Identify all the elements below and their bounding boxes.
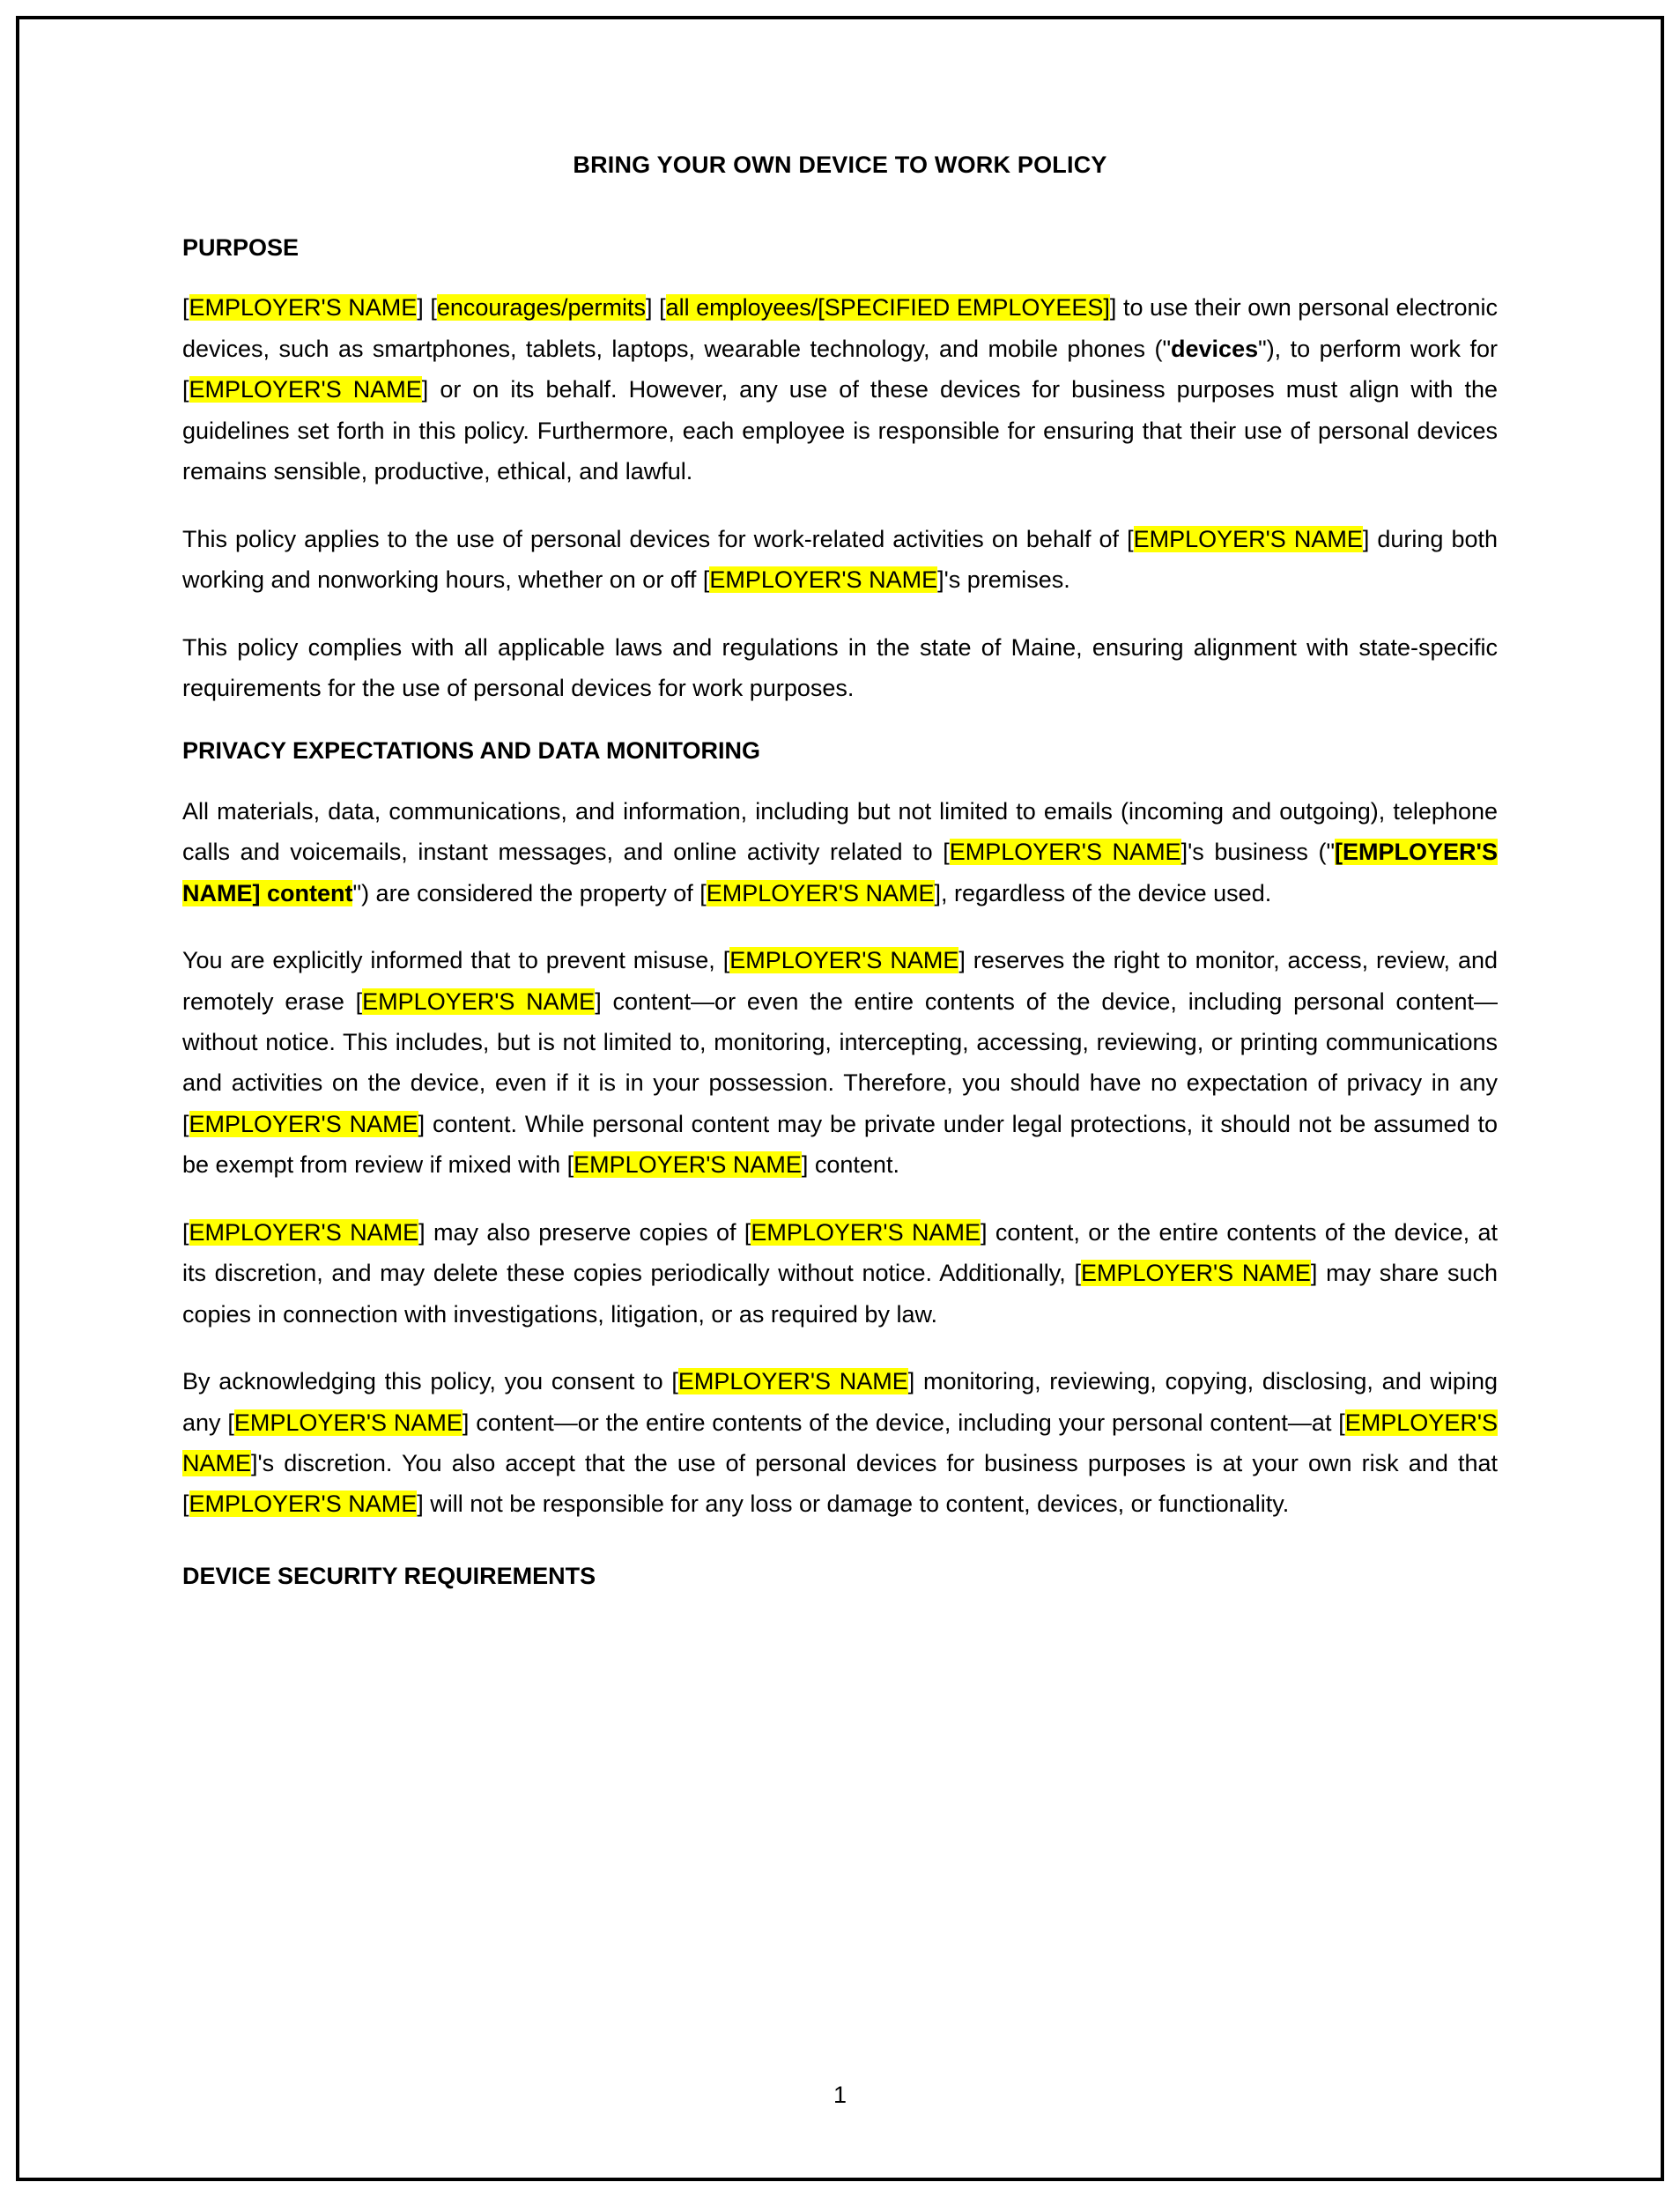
section-heading-purpose: PURPOSE <box>182 234 300 261</box>
paragraph-privacy-3: [EMPLOYER'S NAME] may also preserve copies of [EMPLOYER'S NAME] content, or the entire contents of the device, at its discretion, and may delete these copies periodically without notice. Additionally, [EMPLOYER'S NAME] may share such copies in connection with investigations, litigation, or as required by law. <box>182 1218 1499 1328</box>
paragraph-purpose-3: This policy complies with all applicable laws and regulations in the state of Maine, ensuring alignment with state-specific requirements for the use of personal devices for work purposes. <box>182 633 1498 701</box>
paragraph-privacy-2: You are explicitly informed that to prevent misuse, [EMPLOYER'S NAME] reserves the right to monitor, access, review, and remotely erase [EMPLOYER'S NAME] content—or even the entire contents of the device, including personal content—without notice. This includes, but is not limited to, monitoring, intercepting, accessing, reviewing, or printing communications and activities on the device, even if it is in your possession. Therefore, you should have no expectation of privacy in any [EMPLOYER'S NAME] content. While personal content may be private under legal protections, it should not be assumed to be exempt from review if mixed with [EMPLOYER'S NAME] content. <box>182 947 1499 1179</box>
paragraph-purpose-1: [EMPLOYER'S NAME] [encourages/permits] [all employees/[SPECIFIED EMPLOYEES]] to use their own personal electronic devices, such as smartphones, tablets, laptops, wearable technology, and mobile phones ("devices"), to perform work for [EMPLOYER'S NAME] or on its behalf. However, any use of these devices for business purposes must align with the guidelines set forth in this policy. Furthermore, each employee is responsible for ensuring that their use of personal devices remains sensible, productive, ethical, and lawful. <box>182 294 1499 485</box>
page-number: 1 <box>833 2082 847 2108</box>
paragraph-privacy-4: By acknowledging this policy, you consent to [EMPLOYER'S NAME] monitoring, reviewing, copying, disclosing, and wiping any [EMPLOYER'S NAME] content—or the entire contents of the device, including your personal content—at [EMPLOYER'S NAME]'s discretion. You also accept that the use of personal devices for business purposes is at your own risk and that [EMPLOYER'S NAME] will not be responsible for any loss or damage to content, devices, or functionality. <box>182 1368 1498 1518</box>
document-sheet <box>16 16 1664 2181</box>
section-heading-privacy: PRIVACY EXPECTATIONS AND DATA MONITORING <box>182 737 761 765</box>
page-title: BRING YOUR OWN DEVICE TO WORK POLICY <box>573 152 1107 178</box>
section-heading-device-security: DEVICE SECURITY REQUIREMENTS <box>182 1562 596 1589</box>
paragraph-privacy-1: All materials, data, communications, and information, including but not limited to emails (incoming and outgoing), telephone calls and voicemails, instant messages, and online activity related to [EMPLOYER'S NAME]'s business ("[EMPLOYER'S NAME] content") are considered the property of [EMPLOYER'S NAME], regardless of the device used. <box>182 797 1498 906</box>
paragraph-purpose-2: This policy applies to the use of personal devices for work-related activities on behalf of [EMPLOYER'S NAME] during both working and nonworking hours, whether on or off [EMPLOYER'S NAME]'s premises. <box>182 525 1499 594</box>
